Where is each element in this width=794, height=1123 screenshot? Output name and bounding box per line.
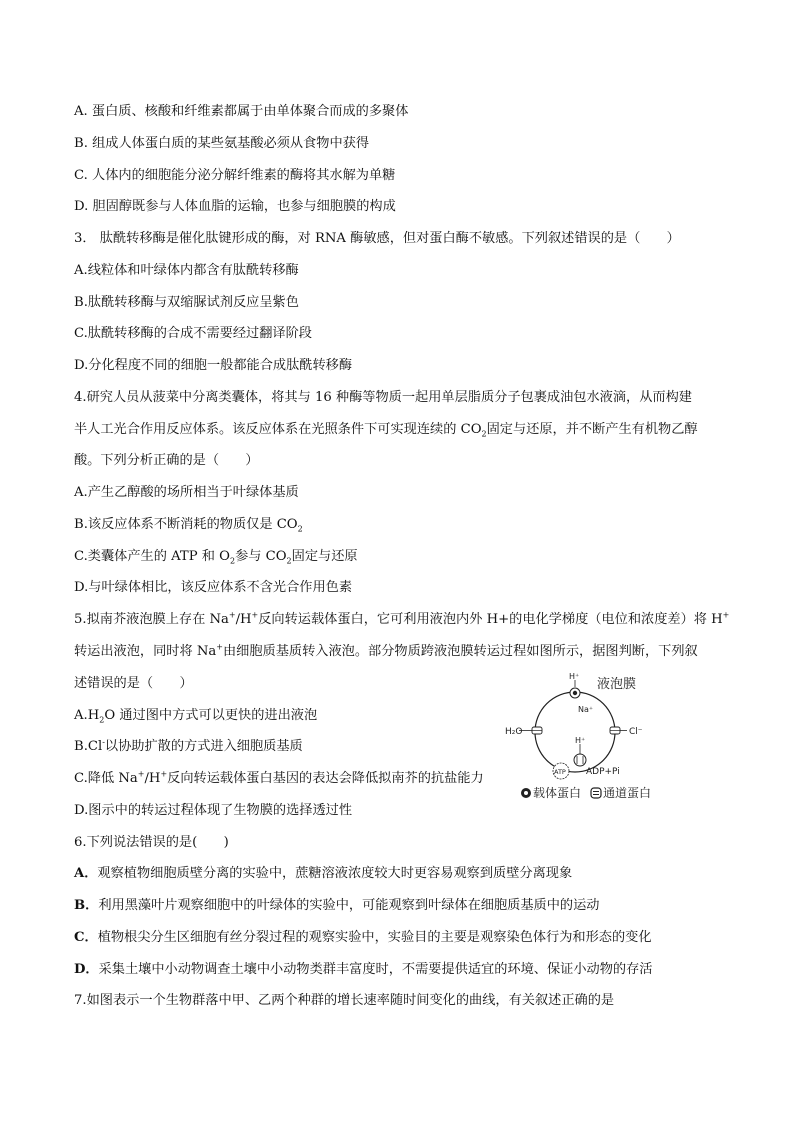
q2-option-c: C. 人体内的细胞能分泌分解纤维素的酶将其水解为单糖: [74, 168, 396, 183]
label-h-mid: H⁺: [575, 736, 586, 745]
label-vacuole-membrane: 液泡膜: [597, 677, 637, 692]
q2-option-d: D. 胆固醇既参与人体血脂的运输，也参与细胞膜的构成: [74, 199, 396, 214]
q3-option-a: A.线粒体和叶绿体内都含有肽酰转移酶: [74, 263, 299, 278]
q6-option-d: D．采集土壤中小动物调查土壤中小动物类群丰富度时，不需要提供适宜的环境、保证小动物的存活: [74, 962, 653, 977]
q5-option-b: B.Cl-以协助扩散的方式进入细胞质基质: [74, 737, 303, 754]
q4-option-b: B.该反应体系不断消耗的物质仅是 $CO_2$: [74, 517, 303, 534]
q6-option-b: B．利用黑藻叶片观察细胞中的叶绿体的实验中，可能观察到叶绿体在细胞质基质中的运动: [74, 898, 600, 913]
q6-option-a: A．观察植物细胞质壁分离的实验中，蔗糖溶液浓度较大时更容易观察到质壁分离现象: [74, 866, 573, 881]
q3-stem: 3． 肽酰转移酶是催化肽键形成的酶，对 RNA 酶敏感，但对蛋白酶不敏感。下列叙述错误的是（ ）: [74, 231, 680, 246]
q4-stem-line3: 酸。下列分析正确的是（ ）: [74, 453, 259, 468]
legend-channel-icon: [591, 788, 601, 798]
vacuole-transport-diagram: [505, 670, 680, 805]
q3-option-b: B.肽酰转移酶与双缩脲试剂反应呈紫色: [74, 295, 299, 310]
q5-option-a: $A.H_2O$ 通过图中方式可以更快的进出液泡: [74, 708, 318, 725]
cl-channel-icon: [610, 727, 620, 734]
q7-stem: 7.如图表示一个生物群落中甲、乙两个种群的增长速率随时间变化的曲线，有关叙述正确的是: [74, 993, 615, 1008]
label-na: Na⁺: [578, 705, 594, 714]
label-atp: ATP: [554, 768, 566, 776]
q6-option-c: C．植物根尖分生区细胞有丝分裂过程的观察实验中，实验目的主要是观察染色体行为和形态的变化: [74, 930, 652, 945]
label-h2o: H₂O: [505, 727, 523, 737]
legend-carrier-icon: [521, 788, 531, 798]
label-h-top: H⁺: [569, 672, 580, 681]
legend-channel: 通道蛋白: [603, 786, 652, 800]
proton-pump-icon: [574, 754, 586, 766]
q5-option-c: C.降低 Na+/H+反向转运载体蛋白基因的表达会降低拟南芥的抗盐能力: [74, 769, 484, 786]
q4-option-c: C.类囊体产生的 ATP 和 $O_2$参与 $CO_2$固定与还原: [74, 549, 358, 566]
q4-stem-line1: 4.研究人员从菠菜中分离类囊体，将其与 16 种酶等物质一起用单层脂质分子包裹成油包水液滴，从而构建: [74, 390, 692, 405]
q6-stem: 6.下列说法错误的是( ): [74, 835, 229, 850]
legend-carrier: 载体蛋白: [533, 786, 582, 800]
q4-option-a: A.产生乙醇酸的场所相当于叶绿体基质: [74, 485, 299, 500]
q5-stem-line1: 5.拟南芥液泡膜上存在 Na+/H+反向转运载体蛋白，它可利用液泡内外 H+的电化学梯度（电位和浓度差）将 H+: [74, 610, 730, 627]
q2-option-a: A. 蛋白质、核酸和纤维素都属于由单体聚合而成的多聚体: [74, 104, 409, 119]
q4-stem-line2: 半人工光合作用反应体系。该反应体系在光照条件下可实现连续的 $CO_2$固定与还原，并不断产生有机物乙醇: [74, 422, 698, 439]
q3-option-d: D.分化程度不同的细胞一般都能合成肽酰转移酶: [74, 358, 353, 373]
q5-stem-line2: 转运出液泡，同时将 Na+由细胞质基质转入液泡。部分物质跨液泡膜转运过程如图所示，据图判断，下列叙: [74, 642, 698, 659]
antiporter-carrier-icon: [570, 688, 580, 698]
q4-option-d: D.与叶绿体相比，该反应体系不含光合作用色素: [74, 580, 353, 595]
q2-option-b: B. 组成人体蛋白质的某些氨基酸必须从食物中获得: [74, 136, 370, 151]
water-channel-icon: [532, 727, 542, 734]
label-cl: Cl⁻: [629, 727, 643, 737]
label-adp: ADP+Pi: [586, 767, 620, 777]
q5-option-d: D.图示中的转运过程体现了生物膜的选择透过性: [74, 803, 353, 818]
q3-option-c: C.肽酰转移酶的合成不需要经过翻译阶段: [74, 326, 312, 341]
q5-stem-line3: 述错误的是（ ）: [74, 676, 193, 691]
